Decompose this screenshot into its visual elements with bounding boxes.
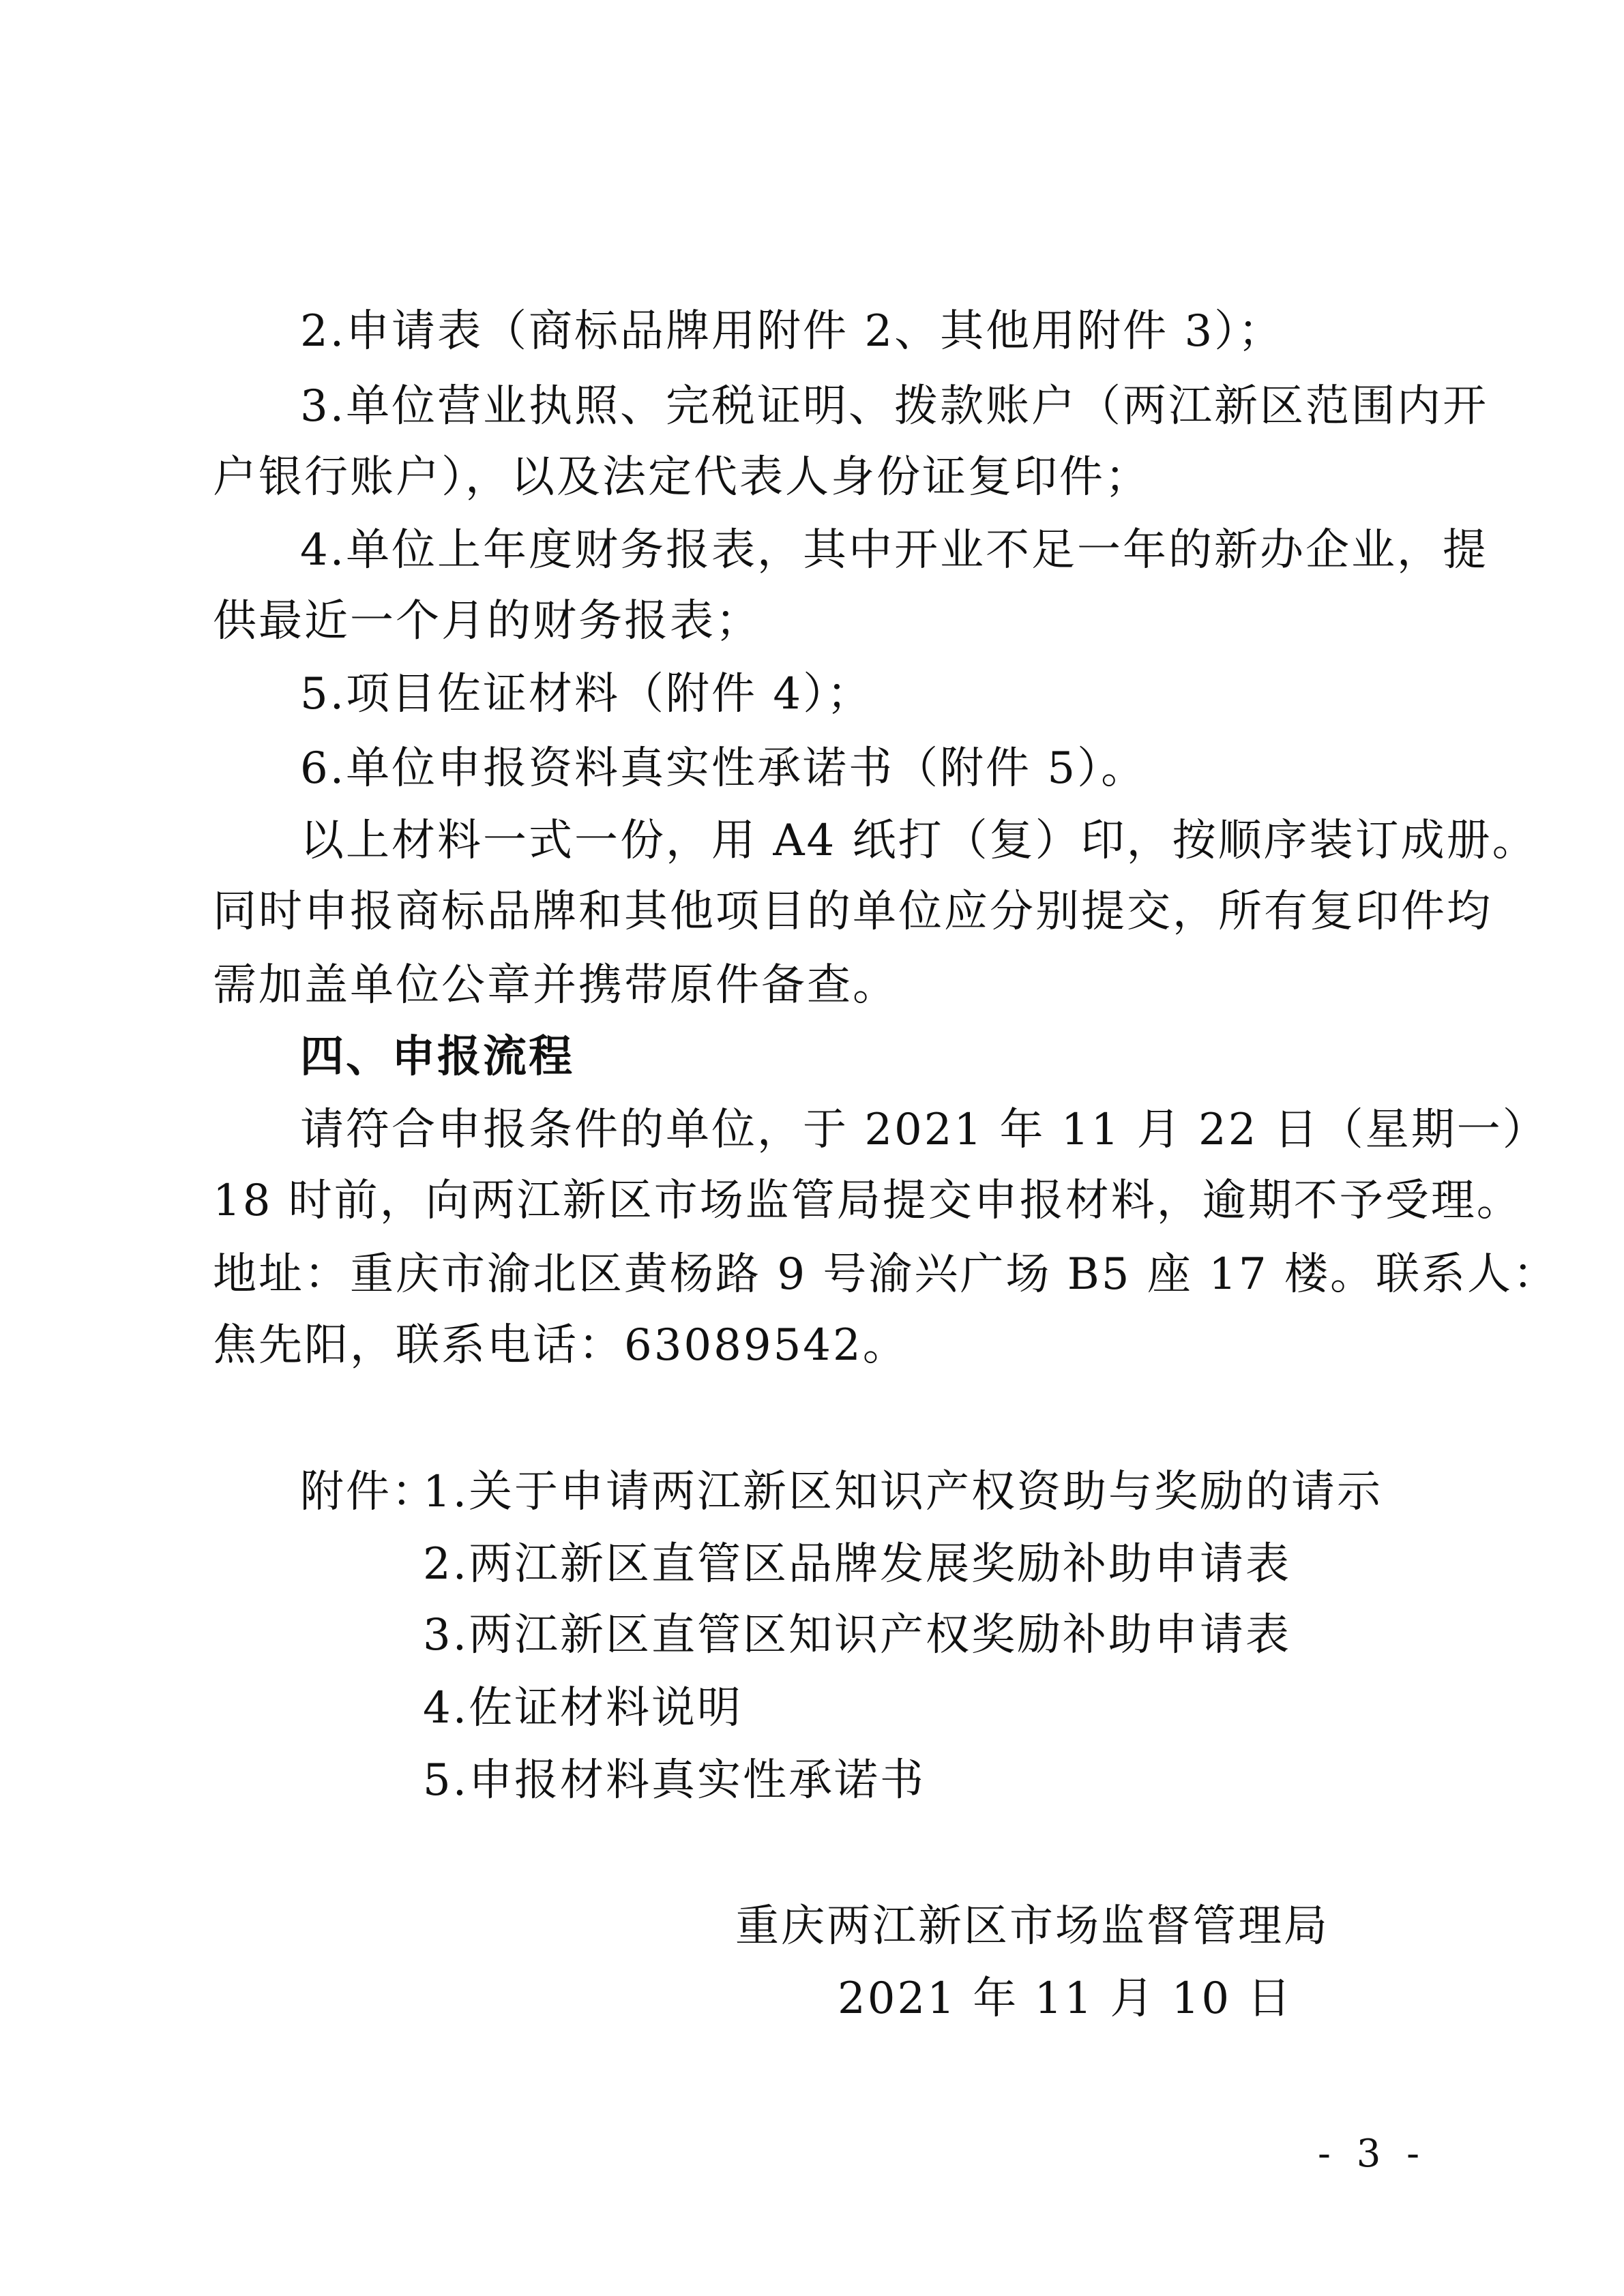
- page-number: - 3 -: [1318, 2132, 1427, 2176]
- section-heading: 四、申报流程: [300, 1032, 574, 1082]
- section-line-3: 地址：重庆市渝北区黄杨路 9 号渝兴广场 B5 座 17 楼。联系人：: [213, 1249, 1559, 1300]
- attachment-item: 5.申报材料真实性承诺书: [423, 1755, 926, 1806]
- body-line-item-2: 2.申请表（商标品牌用附件 2、其他用附件 3）；: [300, 306, 1284, 357]
- body-line-item-5: 5.项目佐证材料（附件 4）；: [300, 669, 873, 719]
- attachment-item: 4.佐证材料说明: [423, 1683, 743, 1733]
- body-line-materials: 以上材料一式一份，用 A4 纸打（复）印，按顺序装订成册。: [300, 816, 1538, 866]
- signature-organization: 重庆两江新区市场监督管理局: [735, 1901, 1329, 1952]
- attachment-item: 2.两江新区直管区品牌发展奖励补助申请表: [423, 1539, 1292, 1590]
- section-line-1: 请符合申报条件的单位，于 2021 年 11 月 22 日（星期一）: [300, 1105, 1548, 1155]
- body-line-materials-cont-1: 同时申报商标品牌和其他项目的单位应分别提交，所有复印件均: [213, 886, 1492, 937]
- body-line-materials-cont-2: 需加盖单位公章并携带原件备查。: [213, 960, 898, 1011]
- attachment-item: 3.两江新区直管区知识产权奖励补助申请表: [423, 1610, 1292, 1660]
- body-line-item-3-cont: 户银行账户），以及法定代表人身份证复印件；: [213, 452, 1151, 503]
- signature-date: 2021 年 11 月 10 日: [838, 1973, 1293, 2024]
- section-line-2: 18 时前，向两江新区市场监管局提交申报材料，逾期不予受理。: [213, 1176, 1522, 1226]
- body-line-item-6: 6.单位申报资料真实性承诺书（附件 5）。: [300, 743, 1147, 794]
- attachment-item: 1.关于申请两江新区知识产权资助与奖励的请示: [423, 1467, 1383, 1517]
- body-line-item-4: 4.单位上年度财务报表，其中开业不足一年的新办企业，提: [300, 525, 1489, 576]
- body-line-item-4-cont: 供最近一个月的财务报表；: [213, 596, 761, 646]
- body-line-item-3: 3.单位营业执照、完税证明、拨款账户（两江新区范围内开: [300, 381, 1489, 432]
- attachments-label: 附件：: [300, 1467, 437, 1517]
- section-line-4: 焦先阳，联系电话：63089542。: [213, 1320, 909, 1371]
